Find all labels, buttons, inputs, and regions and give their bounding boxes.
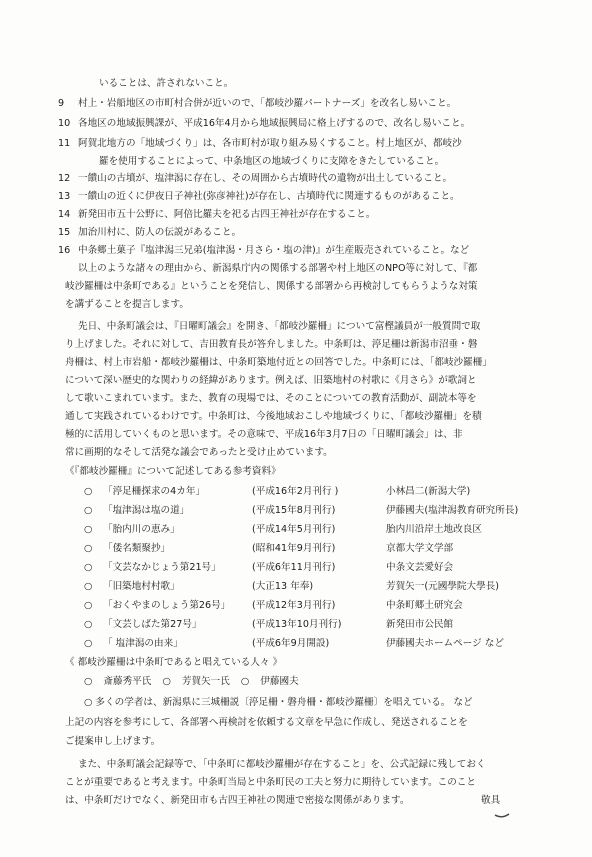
reference-date: (平成16年2月刊行 ) xyxy=(252,486,339,497)
reference-title: 「胎内川の恵み」 xyxy=(103,524,180,535)
bullet-icon: ○ xyxy=(84,562,93,573)
bullet-icon: ○ xyxy=(84,524,93,535)
bullet-icon: ○ xyxy=(84,505,93,516)
reference-date: (平成13年10月刊行) xyxy=(252,619,342,630)
reference-date: (大正13 年奉) xyxy=(252,581,314,592)
paragraph-line: を講ずることを提言します。 xyxy=(65,299,189,310)
reference-title: 「塩津潟は塩の道」 xyxy=(103,505,190,516)
paragraph-line: ご提案申し上げます。 xyxy=(65,736,161,747)
paragraph-line: 通して実践されているわけです。中条町は、今後地域おこしや地域づくりに、「都岐沙羅柵」を積 xyxy=(65,411,482,422)
bullet-icon: ○ xyxy=(84,638,93,649)
bullet-icon: ○ xyxy=(84,619,93,630)
paragraph-line: ことが重要であると考えます。中条町当局と中条町民の工夫と努力に期待しています。このこと xyxy=(65,777,476,788)
list-item-continuation: いることは、許されないこと。 xyxy=(99,78,234,89)
reference-author: 芳賀矢一(元國學院大學長) xyxy=(386,581,500,592)
reference-author: 伊藤國夫(塩津潟教育研究所長) xyxy=(386,505,519,516)
reference-title: 「おくやまのしょう第26号」 xyxy=(103,600,231,611)
reference-title: 「 塩津潟の由来」 xyxy=(103,638,183,649)
item-number: 14 xyxy=(58,209,71,220)
reference-author: 新発田市公民館 xyxy=(386,619,454,630)
reference-author: 中条文芸愛好会 xyxy=(386,562,454,573)
reference-author: 中条町郷土研究会 xyxy=(386,600,463,611)
list-item-continuation: 羅を使用することによって、中条地区の地域づくりに支障をきたしていること。 xyxy=(99,156,445,167)
item-number: 9 xyxy=(58,98,65,109)
supporters-heading: 《 都岐沙羅柵は中条町であると唱えている人々 》 xyxy=(65,657,283,668)
supporters-list: ○ 斎藤秀平氏 ○ 芳賀矢一氏 ○ 伊藤國夫 xyxy=(84,676,299,687)
list-item: 新発田市五十公野に、阿倍比羅夫を祀る古四王神社が存在すること。 xyxy=(78,209,376,220)
reference-title: 「渟足柵探求の4カ年」 xyxy=(103,486,206,497)
list-item: 一饋山の近くに伊夜日子神社(弥彦神社)が存在し、古墳時代に関連するものがあること。 xyxy=(78,191,460,202)
references-heading: 《『都岐沙羅柵』について記述してある参考資料》 xyxy=(65,466,281,477)
paragraph-line: 舟柵は、村上市岩船・都岐沙羅柵は、中条町築地付近との回答でした。中条町には、「都岐沙羅柵」 xyxy=(65,357,492,368)
bullet-icon: ○ xyxy=(84,486,93,497)
item-number: 11 xyxy=(58,138,71,149)
reference-date: (平成6年11月刊行) xyxy=(252,562,336,573)
bullet-icon: ○ xyxy=(84,600,93,611)
paragraph-line: について深い歴史的な関わりの経緯があります。例えば、旧築地村の村歌に《月さら》が歌詞と xyxy=(65,375,477,386)
reference-author: 伊藤國夫ホームページ など xyxy=(386,638,504,649)
paragraph-line: また、中条町議会記録等で、「中条町に都岐沙羅柵が存在すること」を、公式記録に残しておく xyxy=(78,759,486,770)
reference-date: (平成12年3月刊行) xyxy=(252,600,336,611)
bullet-icon: ○ xyxy=(84,543,93,554)
list-item: 一饋山の古墳が、塩津潟に存在し、その周囲から古墳時代の遺物が出土していること。 xyxy=(78,173,453,184)
paragraph-line: 極的に活用していくものと思います。その意味で、平成16年3月7日の「日曜町議会」は、非 xyxy=(65,429,463,440)
stray-mark-icon xyxy=(493,812,511,820)
item-number: 16 xyxy=(58,245,71,256)
reference-title: 「旧築地村村歌」 xyxy=(103,581,180,592)
paragraph-line: は、中条町だけでなく、新発田市も古四王神社の関連で密接な関係があります。 xyxy=(65,795,410,806)
list-item: 村上・岩船地区の市町村合併が近いので、「都岐沙羅パートナーズ」を改名し易いこと。 xyxy=(78,98,457,109)
paragraph-line: 上記の内容を参考にして、各部署へ再検討を依頼する文章を早急に作成し、発送されることを xyxy=(65,717,468,728)
paragraph-line: 以上のような諸々の理由から、新潟県庁内の関係する部署や村上地区のNPO等に対して、『都 xyxy=(78,263,478,274)
item-number: 10 xyxy=(58,118,71,129)
list-item: 各地区の地域振興課が、平成16年4月から地域振興局に格上げするので、改名し易いこと。 xyxy=(78,118,471,129)
paragraph-line: り上げました。それに対して、吉田教育長が答弁しました。中条町は、渟足柵は新潟市沼垂・磐 xyxy=(65,339,478,350)
reference-author: 京都大学文学部 xyxy=(386,543,454,554)
reference-title: 「倭名類聚抄」 xyxy=(103,543,171,554)
item-number: 12 xyxy=(58,173,71,184)
list-item: 阿賀北地方の「地域づくり」は、各市町村が取り組み易くすること。村上地区が、都岐沙 xyxy=(78,138,462,149)
reference-date: (平成14年5月刊行) xyxy=(252,524,336,535)
reference-date: (昭和41年9月刊行) xyxy=(252,543,336,554)
paragraph-line: 岐沙羅柵は中条町である』ということを発信し、関係する部署から再検討してもらうような対策 xyxy=(65,281,478,292)
item-number: 15 xyxy=(58,227,71,238)
list-item: 加治川村に、防人の伝説があること。 xyxy=(78,227,242,238)
reference-title: 「文芸しばた第27号」 xyxy=(103,619,202,630)
item-number: 13 xyxy=(58,191,71,202)
paragraph-line: して歌いこまれています。また、教育の現場では、そのことについての教育活動が、副読本等を xyxy=(65,393,477,404)
reference-author: 胎内川沿岸土地改良区 xyxy=(386,524,482,535)
reference-date: (平成15年8月刊行) xyxy=(252,505,336,516)
list-item: 中条郷土菓子『塩津潟三兄弟(塩津潟・月さら・塩の津)』が生産販売されていること。など xyxy=(78,245,470,256)
paragraph-line: 先日、中条町議会は、『日曜町議会』を開き、「都岐沙羅柵」について富樫議員が一般質問で取 xyxy=(78,321,481,332)
reference-date: (平成6年9月開設) xyxy=(252,638,330,649)
bullet-icon: ○ xyxy=(84,581,93,592)
paragraph-line: ○ 多くの学者は、新潟県に三城柵説〔渟足柵・磐舟柵・都岐沙羅柵〕を唱えている。 など xyxy=(84,697,473,708)
paragraph-line: 常に画期的なそして活発な議会であったと受け止めています。 xyxy=(65,447,333,458)
reference-title: 「文芸なかじょう第21号」 xyxy=(103,562,221,573)
reference-author: 小林昌二(新潟大学) xyxy=(386,486,471,497)
closing-word: 敬具 xyxy=(481,795,501,806)
